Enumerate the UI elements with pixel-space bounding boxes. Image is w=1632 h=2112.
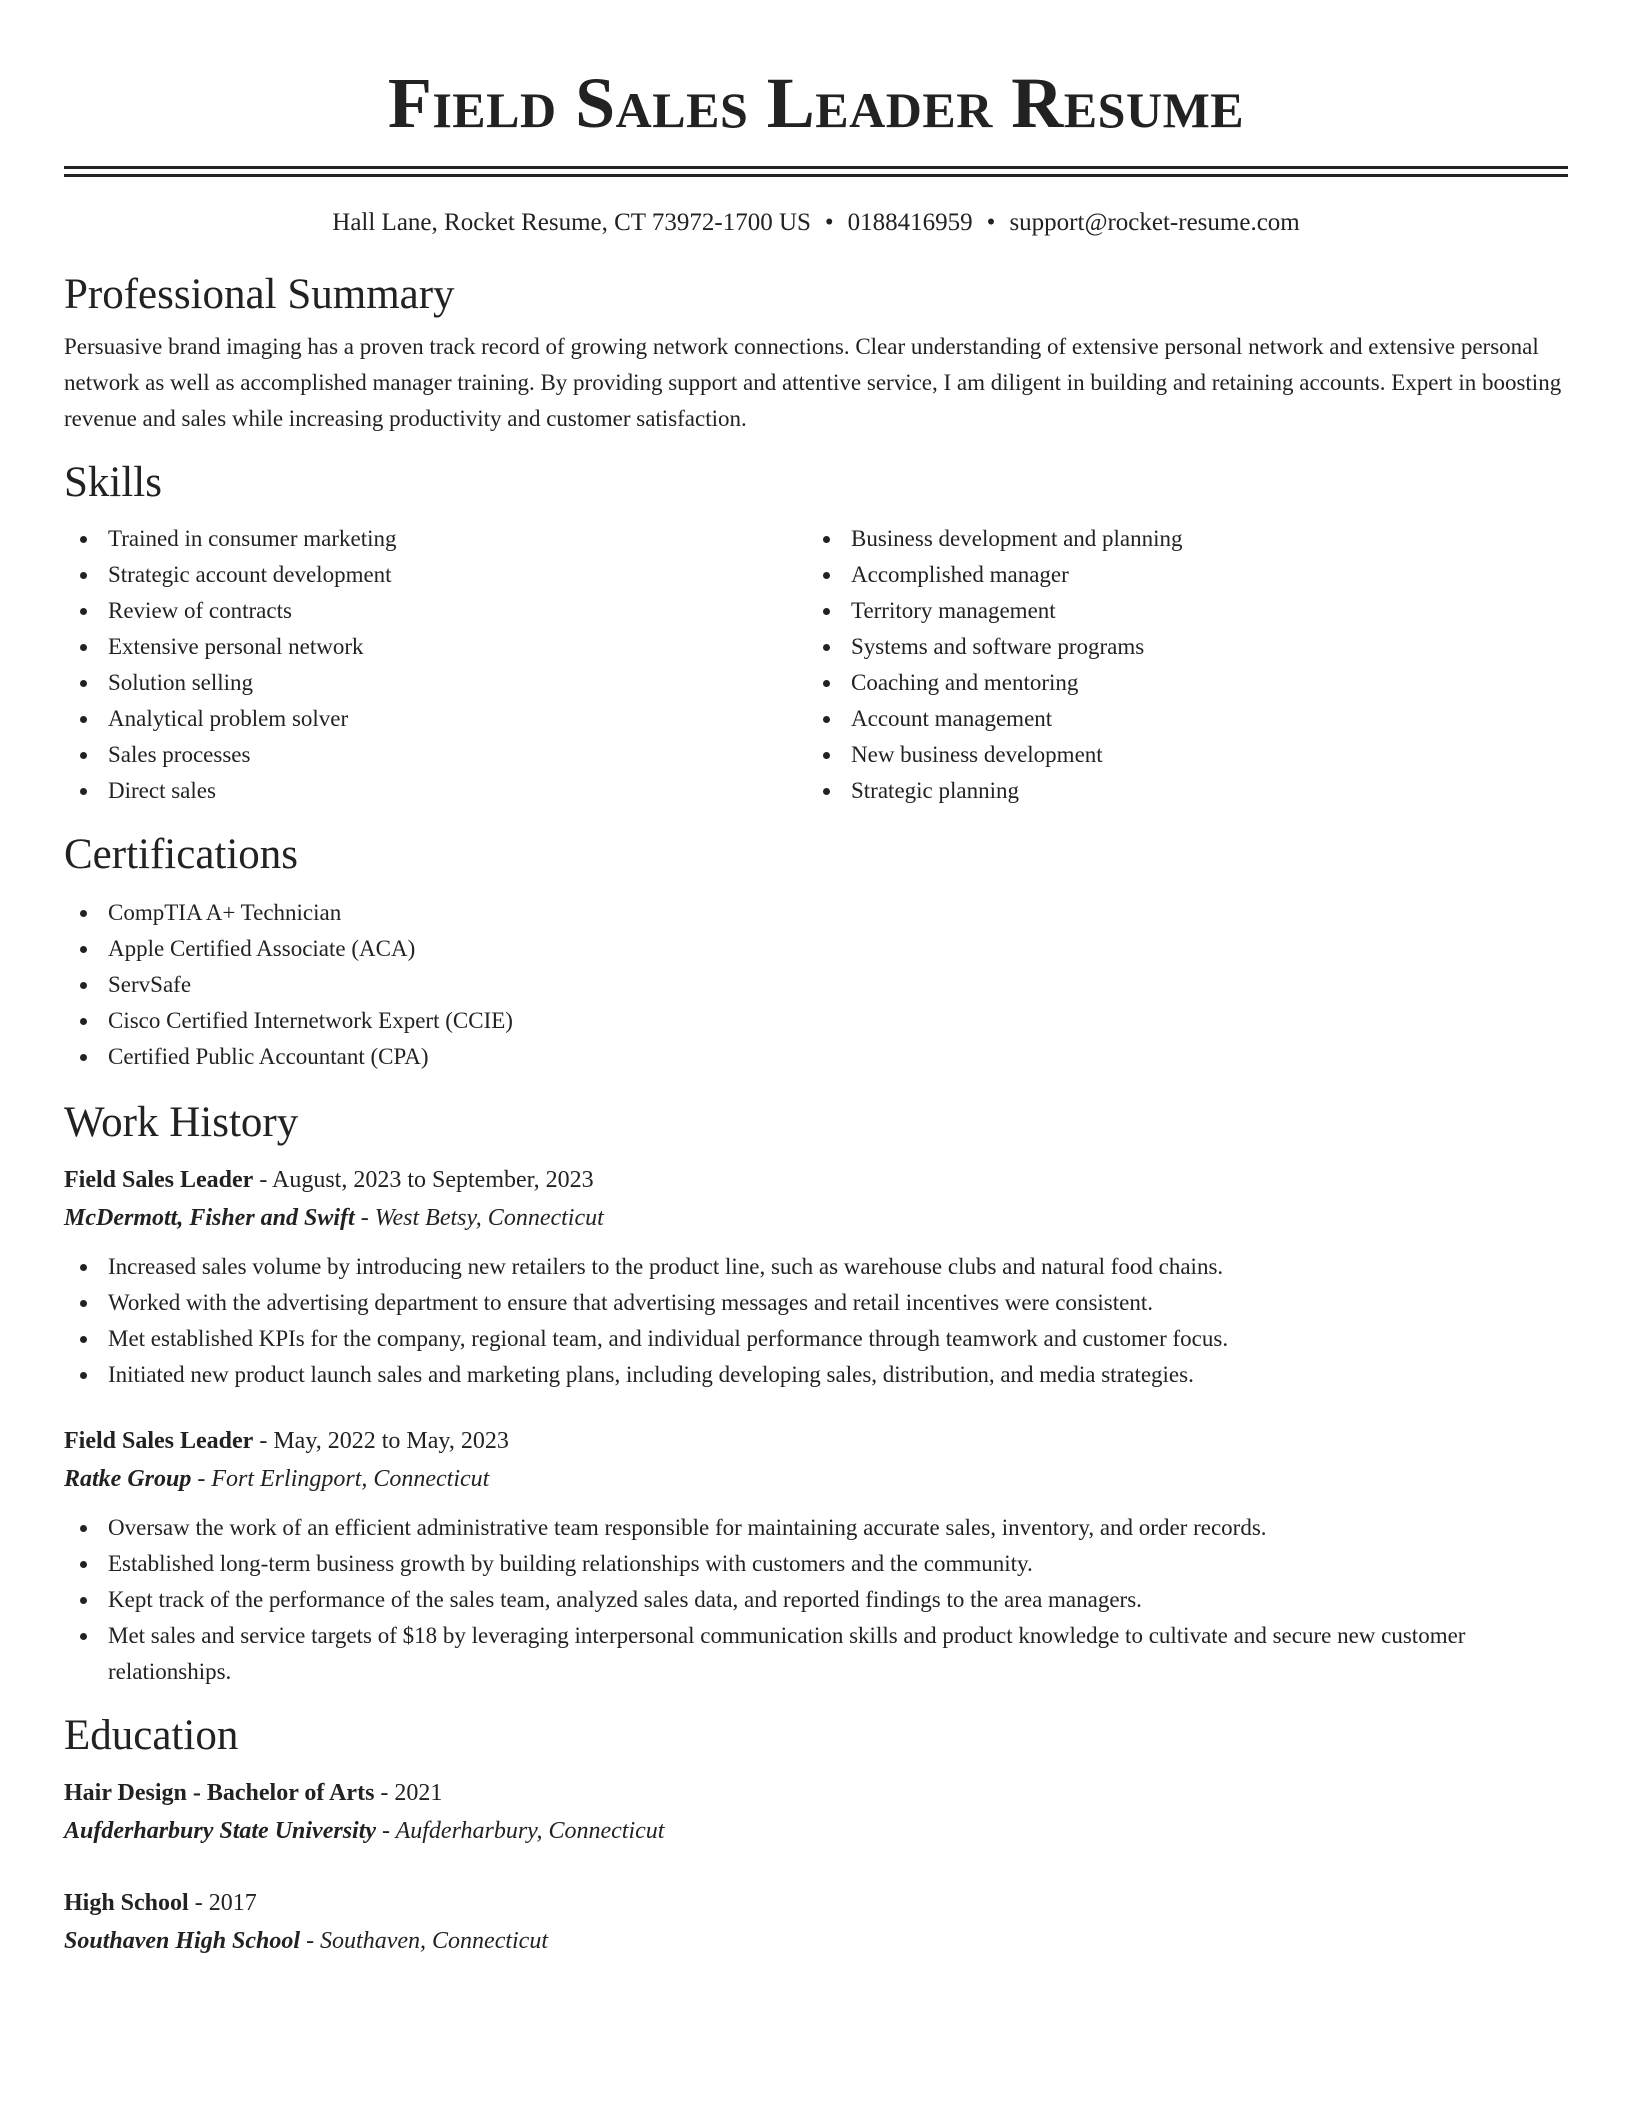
job-location: - West Betsy, Connecticut (354, 1205, 604, 1231)
list-item: Extensive personal network (64, 629, 807, 665)
contact-separator: • (986, 209, 996, 236)
title-double-rule (64, 166, 1568, 177)
list-item: Systems and software programs (807, 629, 1550, 665)
school-location: - Aufderharbury, Connecticut (376, 1818, 665, 1844)
degree-line (64, 1774, 1568, 1812)
job-entry (64, 1422, 1568, 1690)
job-company: McDermott, Fisher and Swift (64, 1205, 355, 1231)
list-item: Met sales and service targets of $18 by leveraging interpersonal communication skills and product knowledge to cultivate and secure new customer relationships. (64, 1618, 1568, 1690)
job-location: - Fort Erlingport, Connecticut (191, 1466, 490, 1492)
job-entry (64, 1161, 1568, 1393)
list-item: Business development and planning (807, 521, 1550, 557)
list-item: Accomplished manager (807, 557, 1550, 593)
job-bullets (64, 1249, 1568, 1393)
skills-list-left (64, 521, 807, 809)
certifications-heading: Certifications (64, 831, 299, 878)
degree-name: High School (64, 1890, 189, 1916)
job-bullets (64, 1510, 1568, 1690)
skills-columns (64, 521, 1568, 809)
education-heading: Education (64, 1712, 239, 1759)
education-entry (64, 1774, 1568, 1850)
list-item: CompTIA A+ Technician (64, 895, 1568, 931)
list-item: New business development (807, 737, 1550, 773)
list-item: Certified Public Accountant (CPA) (64, 1039, 1568, 1075)
work-history-heading: Work History (64, 1099, 299, 1146)
list-item: Territory management (807, 593, 1550, 629)
degree-year: - 2021 (374, 1780, 443, 1806)
list-item: ServSafe (64, 967, 1568, 1003)
school-location: - Southaven, Connecticut (300, 1928, 548, 1954)
list-item: Oversaw the work of an efficient administrative team responsible for maintaining accurate sales, inventory, and order records. (64, 1510, 1568, 1546)
job-dates: - August, 2023 to September, 2023 (253, 1167, 594, 1193)
degree-line (64, 1884, 1568, 1922)
contact-phone: 0188416959 (847, 209, 973, 236)
list-item: Direct sales (64, 773, 807, 809)
list-item: Initiated new product launch sales and marketing plans, including developing sales, distribution, and media strategies. (64, 1357, 1568, 1393)
list-item: Increased sales volume by introducing new retailers to the product line, such as warehouse clubs and natural food chains. (64, 1249, 1568, 1285)
summary-heading: Professional Summary (64, 271, 455, 318)
job-title: Field Sales Leader (64, 1428, 254, 1454)
education-entry (64, 1884, 1568, 1960)
list-item: Solution selling (64, 665, 807, 701)
list-item: Strategic account development (64, 557, 807, 593)
skills-list-right (807, 521, 1550, 809)
school-name: Southaven High School (64, 1928, 301, 1954)
list-item: Trained in consumer marketing (64, 521, 807, 557)
contact-address: Hall Lane, Rocket Resume, CT 73972-1700 US (332, 209, 811, 236)
job-dates: - May, 2022 to May, 2023 (253, 1428, 509, 1454)
list-item: Account management (807, 701, 1550, 737)
job-company: Ratke Group (64, 1466, 192, 1492)
list-item: Coaching and mentoring (807, 665, 1550, 701)
list-item: Strategic planning (807, 773, 1550, 809)
school-name: Aufderharbury State University (64, 1818, 377, 1844)
school-line (64, 1812, 1568, 1850)
job-title-line (64, 1422, 1568, 1460)
job-title-line (64, 1161, 1568, 1199)
contact-line (64, 207, 1568, 239)
skills-heading: Skills (64, 459, 162, 506)
list-item: Worked with the advertising department to ensure that advertising messages and retail incentives were consistent. (64, 1285, 1568, 1321)
certifications-list (64, 895, 1568, 1075)
job-title: Field Sales Leader (64, 1167, 254, 1193)
summary-text: Persuasive brand imaging has a proven track record of growing network connections. Clear understanding of extensive personal network and extensive personal network as well as accomplished manager training. By providing support and attentive service, I am diligent in building and retaining accounts. Expert in boosting revenue and sales while increasing productivity and customer satisfaction. (64, 334, 1562, 431)
contact-email: support@rocket-resume.com (1009, 209, 1300, 236)
degree-year: - 2017 (188, 1890, 257, 1916)
list-item: Apple Certified Associate (ACA) (64, 931, 1568, 967)
list-item: Met established KPIs for the company, regional team, and individual performance through teamwork and customer focus. (64, 1321, 1568, 1357)
list-item: Review of contracts (64, 593, 807, 629)
list-item: Established long-term business growth by building relationships with customers and the community. (64, 1546, 1568, 1582)
job-company-line (64, 1199, 1568, 1237)
resume-title: Field Sales Leader Resume (387, 63, 1245, 143)
list-item: Analytical problem solver (64, 701, 807, 737)
degree-name: Hair Design - Bachelor of Arts (64, 1780, 375, 1806)
list-item: Sales processes (64, 737, 807, 773)
contact-separator: • (824, 209, 834, 236)
job-company-line (64, 1460, 1568, 1498)
list-item: Cisco Certified Internetwork Expert (CCIE) (64, 1003, 1568, 1039)
list-item: Kept track of the performance of the sales team, analyzed sales data, and reported findings to the area managers. (64, 1582, 1568, 1618)
school-line (64, 1922, 1568, 1960)
